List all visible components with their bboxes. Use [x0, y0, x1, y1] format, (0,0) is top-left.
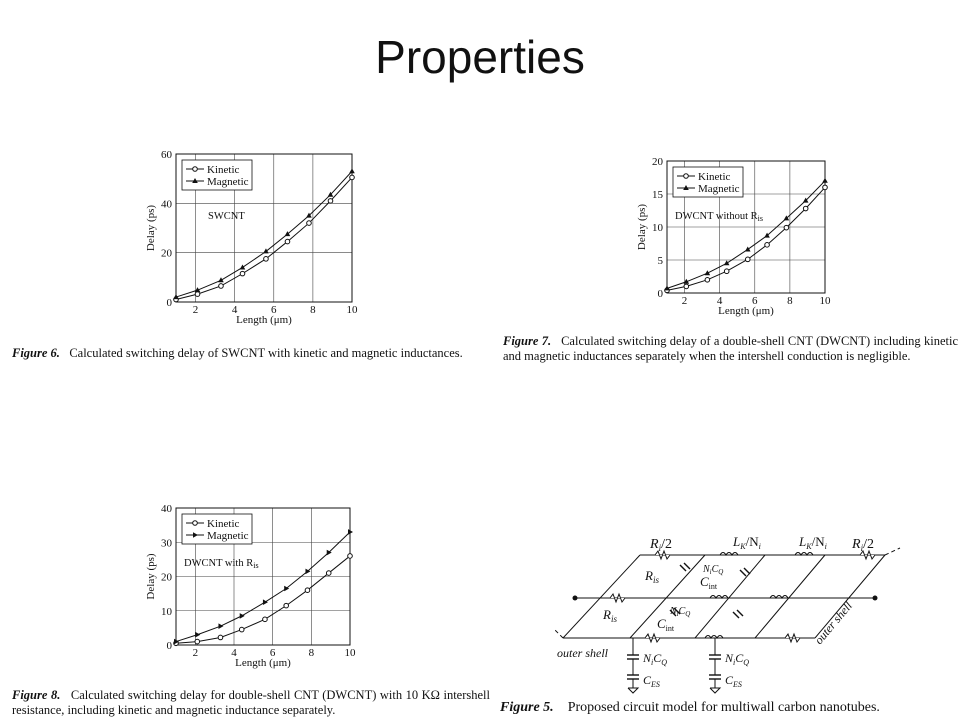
data-point	[195, 632, 200, 638]
slide-title: Properties	[375, 31, 585, 83]
data-point	[745, 257, 750, 262]
x-tick-label: 6	[271, 304, 277, 316]
y-tick-label: 40	[161, 503, 172, 515]
y-tick-label: 60	[161, 149, 172, 161]
legend-label-kinetic: Kinetic	[207, 518, 240, 530]
label-cint-mid: $C_{int}$	[657, 616, 675, 633]
y-axis-label: Delay (ps)	[636, 203, 648, 251]
data-point	[724, 269, 729, 274]
x-tick-label: 4	[716, 295, 723, 307]
series-kinetic	[665, 185, 828, 293]
slant-c	[755, 555, 825, 638]
label-ri-half-left: $R_i/2$	[650, 537, 672, 553]
data-point	[348, 554, 353, 559]
data-point	[263, 248, 269, 253]
y-tick-label: 20	[161, 571, 172, 584]
figure-8-chart	[130, 500, 370, 680]
label-ris-mid: $R_{is}$	[603, 607, 617, 624]
data-point	[219, 284, 224, 289]
data-point	[765, 243, 770, 248]
label-outer-shell-left: outer shell	[557, 646, 608, 660]
figure-6-caption-label: Figure 6.	[12, 346, 60, 360]
data-point	[240, 271, 245, 276]
x-tick-label: 2	[192, 647, 199, 659]
x-tick-label: 10	[344, 647, 356, 659]
y-tick-label: 0	[657, 288, 663, 300]
label-ncq-mid: $N_iC_Q$	[670, 606, 691, 618]
y-tick-label: 0	[166, 640, 172, 652]
x-axis-label: Length (μm)	[236, 314, 292, 326]
x-tick-label: 2	[192, 304, 199, 316]
x-tick-label: 6	[269, 647, 276, 659]
data-point	[745, 246, 751, 251]
y-tick-label: 20	[652, 156, 663, 168]
data-point	[284, 603, 289, 608]
data-point	[195, 639, 200, 644]
series-kinetic	[174, 175, 355, 302]
label-lk-right: $L_K/N_i$	[799, 534, 827, 551]
input-terminal	[573, 596, 578, 601]
figure-5-caption-label: Figure 5.	[500, 700, 554, 715]
data-point	[784, 225, 789, 230]
y-axis-label: Delay (ps)	[145, 553, 157, 600]
legend-marker	[193, 521, 198, 526]
legend-label-kinetic: Kinetic	[207, 164, 240, 176]
output-terminal	[873, 596, 878, 601]
x-axis-label: Length (μm)	[235, 657, 291, 669]
label-ces-left: $C_{ES}$	[643, 673, 660, 689]
x-tick-label: 6	[752, 295, 758, 307]
figure-6-caption	[12, 346, 492, 361]
legend-marker	[193, 167, 198, 172]
x-tick-label: 4	[231, 647, 237, 659]
y-tick-label: 40	[161, 198, 172, 211]
label-lk-left: $L_K/N_i$	[733, 534, 761, 551]
data-point	[240, 613, 245, 619]
x-tick-label: 4	[231, 304, 238, 316]
series-magnetic	[174, 529, 353, 644]
label-ri-half-right: $R_i/2$	[852, 537, 874, 553]
data-point	[822, 178, 828, 183]
data-point	[195, 292, 200, 297]
data-point	[264, 257, 269, 262]
data-point	[218, 623, 223, 629]
x-tick-label: 8	[310, 304, 316, 316]
y-tick-label: 10	[161, 605, 172, 618]
figure-7-chart	[620, 150, 850, 320]
data-point	[328, 199, 333, 204]
data-point	[350, 175, 355, 180]
legend-label-magnetic: Magnetic	[698, 183, 740, 195]
data-point	[349, 168, 355, 173]
y-tick-label: 5	[657, 255, 663, 267]
data-point	[684, 284, 689, 289]
y-tick-label: 10	[652, 222, 663, 234]
figure-8-caption-text: Calculated switching delay for double-shell CNT (DWCNT) with 10 KΩ intershell resistance, including kinetic and magnetic inductance separately.	[12, 688, 490, 717]
data-point	[705, 278, 710, 283]
y-axis-label: Delay (ps)	[145, 204, 157, 252]
chart-annotation: DWCNT without Ris	[675, 211, 763, 223]
circuit-model-diagram	[555, 520, 955, 695]
figure-5-caption	[500, 700, 955, 715]
series-line	[176, 177, 352, 299]
data-point	[803, 206, 808, 211]
y-tick-label: 30	[161, 537, 172, 550]
data-point	[263, 617, 268, 622]
label-cint-top: $C_{int}$	[700, 574, 718, 591]
figure-7-caption-label: Figure 7.	[503, 334, 552, 348]
y-tick-label: 20	[161, 247, 172, 260]
data-point	[239, 627, 244, 632]
figure-6-chart	[130, 140, 380, 340]
data-point	[823, 185, 828, 190]
legend-marker	[684, 174, 689, 179]
data-point	[326, 571, 331, 576]
label-ces-right: $C_{ES}$	[725, 673, 742, 689]
label-ncq-bottom-right: $N_iC_Q$	[725, 651, 750, 667]
x-tick-label: 2	[681, 295, 688, 307]
legend-label-magnetic: Magnetic	[207, 176, 249, 188]
data-point	[307, 221, 312, 226]
figure-8-caption	[12, 688, 490, 718]
figure-8-caption-label: Figure 8.	[12, 688, 61, 702]
series-line	[667, 187, 825, 290]
x-axis-label: Length (μm)	[718, 305, 774, 317]
data-point	[305, 588, 310, 593]
figure-5-caption-text: Proposed circuit model for multiwall carbon nanotubes.	[567, 700, 880, 715]
data-point	[240, 264, 246, 269]
y-tick-label: 15	[652, 189, 663, 201]
chart-annotation: DWCNT with Ris	[184, 558, 259, 570]
label-ris-top: $R_{is}$	[645, 568, 659, 585]
x-tick-label: 8	[787, 295, 793, 307]
x-tick-label: 8	[308, 647, 315, 659]
series-line	[176, 532, 350, 642]
figure-7-caption-text: Calculated switching delay of a double-shell CNT (DWCNT) including kinetic and magnetic inductances separately when the intershell conduction is negligible.	[503, 334, 958, 363]
legend-label-kinetic: Kinetic	[698, 171, 731, 183]
data-point	[218, 635, 223, 640]
figure-6-caption-text: Calculated switching delay of SWCNT with kinetic and magnetic inductances.	[69, 346, 463, 360]
label-ncq-bottom-left: $N_iC_Q$	[643, 651, 668, 667]
y-tick-label: 0	[166, 297, 172, 309]
figure-7-caption	[503, 334, 958, 364]
legend-label-magnetic: Magnetic	[207, 530, 249, 542]
chart-annotation: SWCNT	[208, 211, 245, 222]
label-outer-shell-right: outer shell	[811, 598, 856, 647]
x-tick-label: 10	[346, 304, 358, 316]
data-point	[724, 260, 730, 265]
x-tick-label: 10	[819, 295, 831, 307]
label-ncq-top: $N_iC_Q$	[703, 564, 724, 576]
data-point	[218, 277, 224, 282]
data-point	[285, 239, 290, 244]
